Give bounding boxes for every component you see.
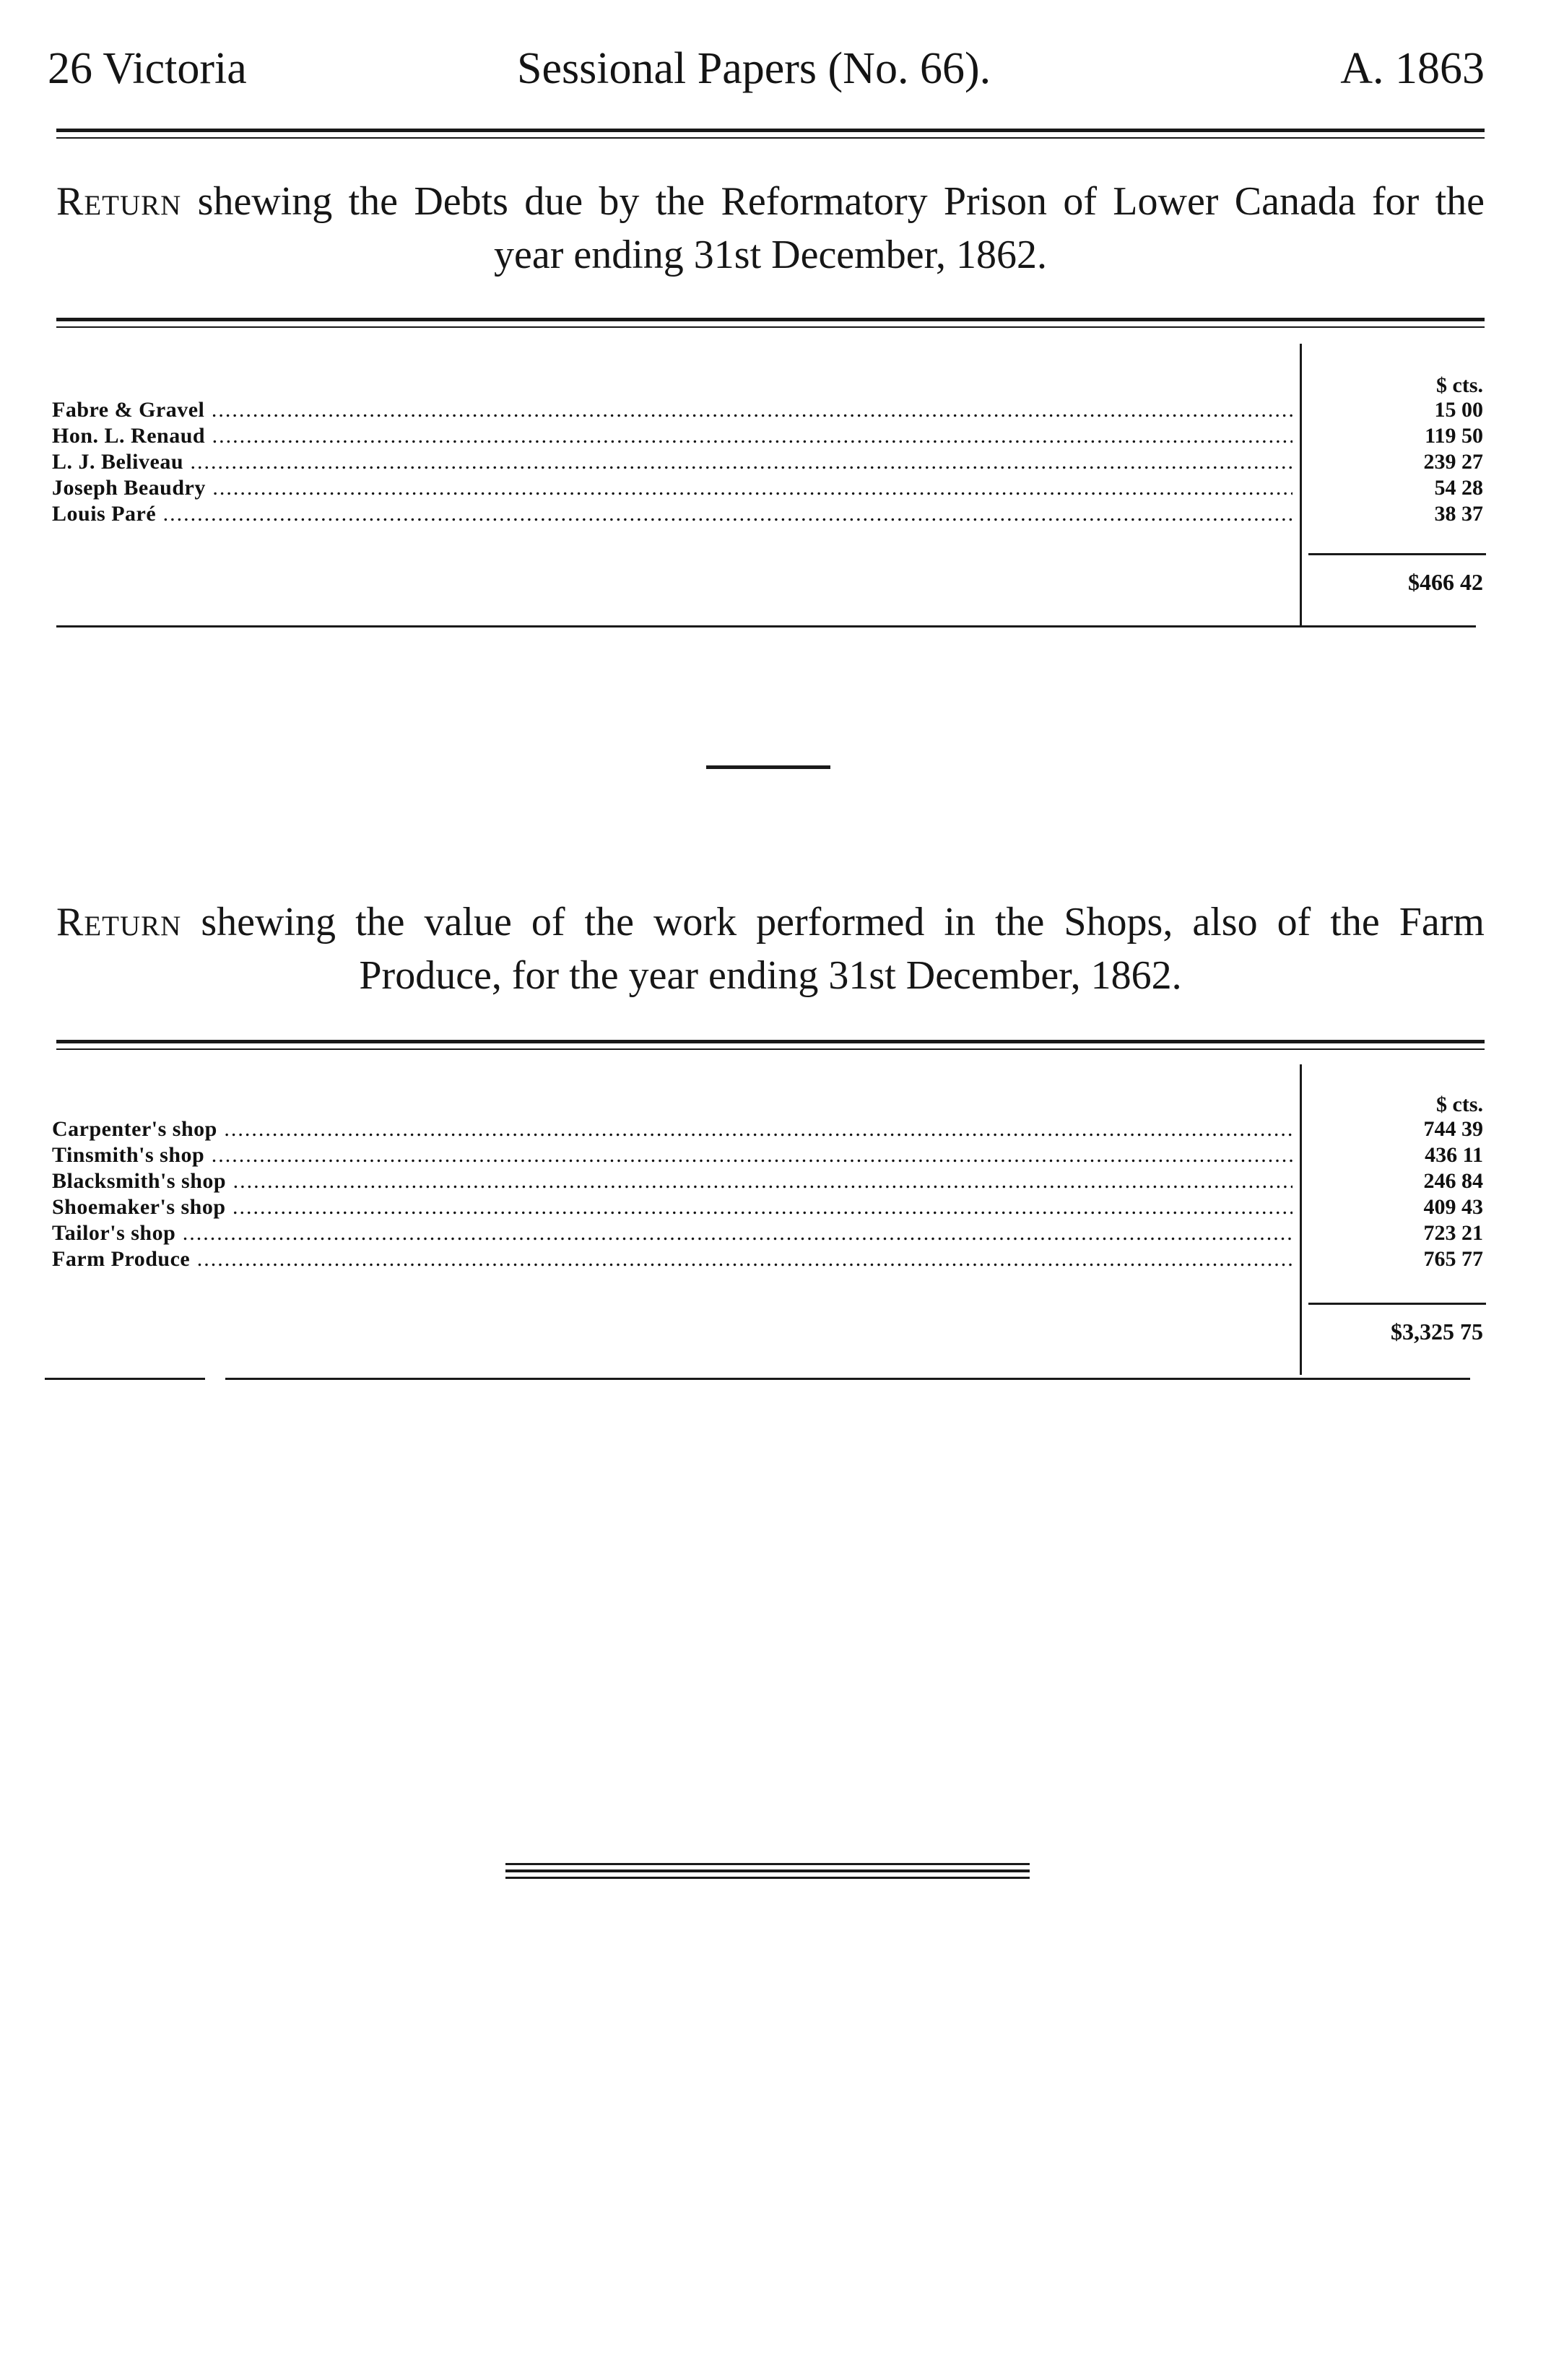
return-debts-table: [52, 344, 1486, 633]
row-label: Carpenter's shop .....: [52, 1116, 1292, 1142]
return-shops-total: $3,325 75: [1391, 1319, 1483, 1345]
row-label: Fabre & Gravel .....: [52, 397, 1292, 423]
return-debts-total: $466 42: [1408, 569, 1483, 595]
return-debts-units: $ cts.: [1436, 373, 1483, 397]
row-label: L. J. Beliveau .....: [52, 449, 1292, 475]
return-debts-bottom-rule: [56, 625, 1476, 627]
section-separator: [706, 765, 830, 769]
return-debts-title-rest: shewing the Debts due by the Reformatory Prison of Lower Canada for the year ending 31st December, 1862.: [181, 179, 1485, 277]
table-row: [52, 1194, 1486, 1220]
table-row: [52, 1142, 1486, 1168]
table-row: [52, 397, 1486, 423]
row-label: Blacksmith's shop .....: [52, 1168, 1292, 1194]
table-row: [52, 1168, 1486, 1194]
return-debts-title-lead: Return: [56, 179, 182, 224]
return-shops-units: $ cts.: [1436, 1093, 1483, 1116]
row-label: Joseph Beaudry .....: [52, 475, 1292, 501]
row-amount: 119 50: [1425, 424, 1483, 448]
header-series: Sessional Papers (No. 66).: [517, 44, 991, 93]
table-row: [52, 1246, 1486, 1272]
row-label: Tailor's shop .....: [52, 1220, 1292, 1246]
closing-ornament-center: [505, 1869, 1030, 1872]
row-amount: 765 77: [1423, 1247, 1483, 1271]
row-amount: 15 00: [1434, 398, 1483, 422]
row-amount: 246 84: [1423, 1169, 1483, 1193]
row-label: Louis Paré .....: [52, 501, 1292, 527]
return-shops-top-rule: [56, 1040, 1485, 1050]
return-debts-total-rule: [1308, 553, 1486, 555]
return-debts-title: [56, 175, 1485, 282]
table-row: [52, 1220, 1486, 1246]
table-row: [52, 501, 1486, 527]
return-shops-title-lead: Return: [56, 900, 182, 944]
closing-ornament-rule: [505, 1863, 1030, 1879]
return-shops-total-rule: [1308, 1303, 1486, 1305]
row-label: Farm Produce .....: [52, 1246, 1292, 1272]
row-label: Tinsmith's shop .....: [52, 1142, 1292, 1168]
return-shops-title-rest: shewing the value of the work performed in the Shops, also of the Farm Produce, for the year ending 31st December, 1862.: [181, 900, 1485, 998]
row-amount: 54 28: [1434, 476, 1483, 500]
row-amount: 38 37: [1434, 502, 1483, 526]
table-row: [52, 475, 1486, 501]
header-rule: [56, 129, 1485, 139]
row-label: Shoemaker's shop .....: [52, 1194, 1292, 1220]
page-header: [48, 36, 1485, 101]
row-amount: 723 21: [1423, 1221, 1483, 1245]
return-shops-bottom-rule-right: [225, 1378, 1470, 1380]
return-shops-bottom-rule-left: [45, 1378, 205, 1380]
return-shops-table: [52, 1064, 1486, 1382]
table-row: [52, 449, 1486, 475]
table-row: [52, 423, 1486, 449]
row-amount: 239 27: [1423, 450, 1483, 474]
header-year: A. 1863: [1340, 44, 1485, 93]
table-row: [52, 1116, 1486, 1142]
return-debts-top-rule: [56, 318, 1485, 328]
return-shops-title: [56, 895, 1485, 1002]
row-label: Hon. L. Renaud .....: [52, 423, 1292, 449]
header-volume: 26 Victoria: [48, 44, 247, 93]
row-amount: 744 39: [1423, 1117, 1483, 1141]
row-amount: 409 43: [1423, 1195, 1483, 1219]
row-amount: 436 11: [1425, 1143, 1483, 1167]
